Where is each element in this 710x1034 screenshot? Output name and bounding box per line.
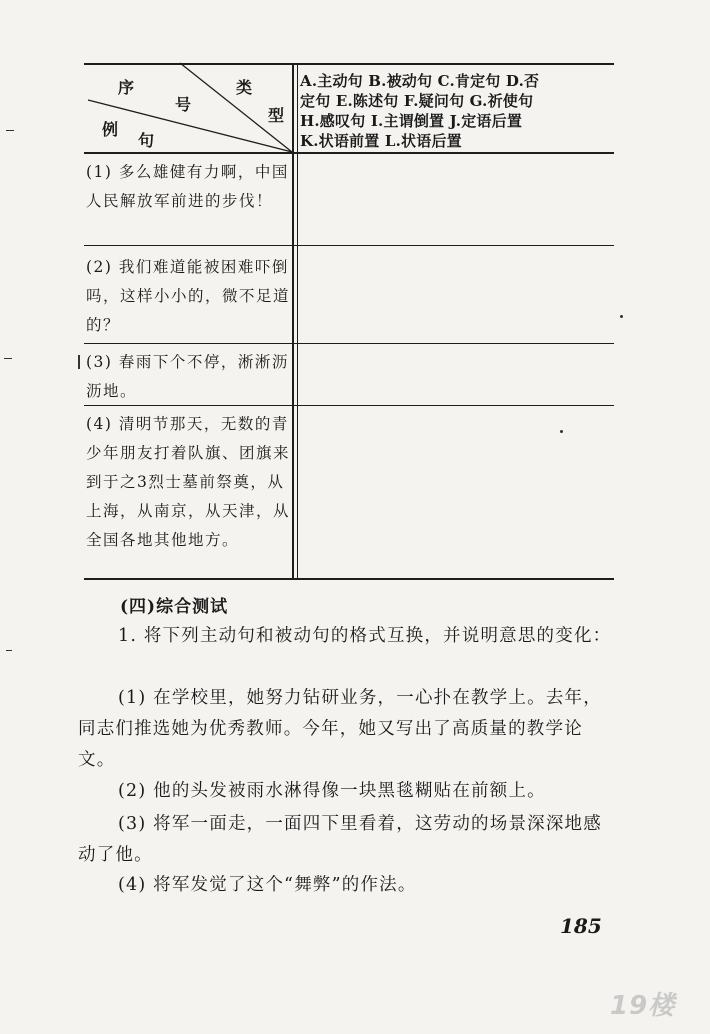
legend-line: A.主动句 B.被动句 C.肯定句 D.否 xyxy=(300,72,540,90)
table-row-4-text: (4) 清明节那天，无数的青少年朋友打着队旗、团旗来到于之3烈士墓前祭奠，从上海，从南京，从天津，从全国各地其他地方。 xyxy=(86,415,291,549)
question-1: 1. 将下列主动句和被动句的格式互换，并说明意思的变化： xyxy=(118,626,612,646)
scan-mark xyxy=(6,650,12,651)
watermark-logo: 19楼 xyxy=(610,991,676,1021)
sentence-type-legend xyxy=(300,71,620,151)
legend-line: K.状语前置 L.状语后置 xyxy=(300,132,462,150)
legend-line: H.感叹句 I.主谓倒置 J.定语后置 xyxy=(300,112,523,130)
header-seq-label: 序 xyxy=(118,78,135,97)
scan-mark xyxy=(560,430,563,433)
header-num-label: 号 xyxy=(175,95,192,114)
table-row-2-text: (2) 我们难道能被困难吓倒吗，这样小小的，微不足道的？ xyxy=(86,258,291,334)
scan-mark xyxy=(78,355,80,369)
scan-mark xyxy=(6,130,14,131)
header-type2-label: 型 xyxy=(268,106,285,125)
table-row-1-text: (1) 多么雄健有力啊，中国人民解放军前进的步伐！ xyxy=(86,163,289,210)
question-1-item-4: (4) 将军发觉了这个“舞弊”的作法。 xyxy=(118,875,417,895)
scan-mark xyxy=(620,315,623,318)
header-ex-label: 例 xyxy=(102,120,119,139)
question-1-item-3: (3) 将军一面走，一面四下里看着，这劳动的场景深深地感动了他。 xyxy=(78,814,602,865)
question-1-item-1: (1) 在学校里，她努力钻研业务，一心扑在教学上。去年，同志们推选她为优秀教师。今年，她又写出了高质量的教学论文。 xyxy=(78,688,602,770)
question-1-item-2: (2) 他的头发被雨水淋得像一块黑毯糊贴在前额上。 xyxy=(118,781,546,801)
scan-mark xyxy=(4,358,12,359)
page-number: 185 xyxy=(560,914,602,938)
header-type1-label: 类 xyxy=(236,78,253,97)
section-title: (四)综合测试 xyxy=(120,597,229,617)
table-row-3-text: (3) 春雨下个不停，淅淅沥沥地。 xyxy=(86,353,289,400)
legend-line: 定句 E.陈述句 F.疑问句 G.祈使句 xyxy=(300,92,534,110)
header-sent-label: 句 xyxy=(138,131,155,150)
